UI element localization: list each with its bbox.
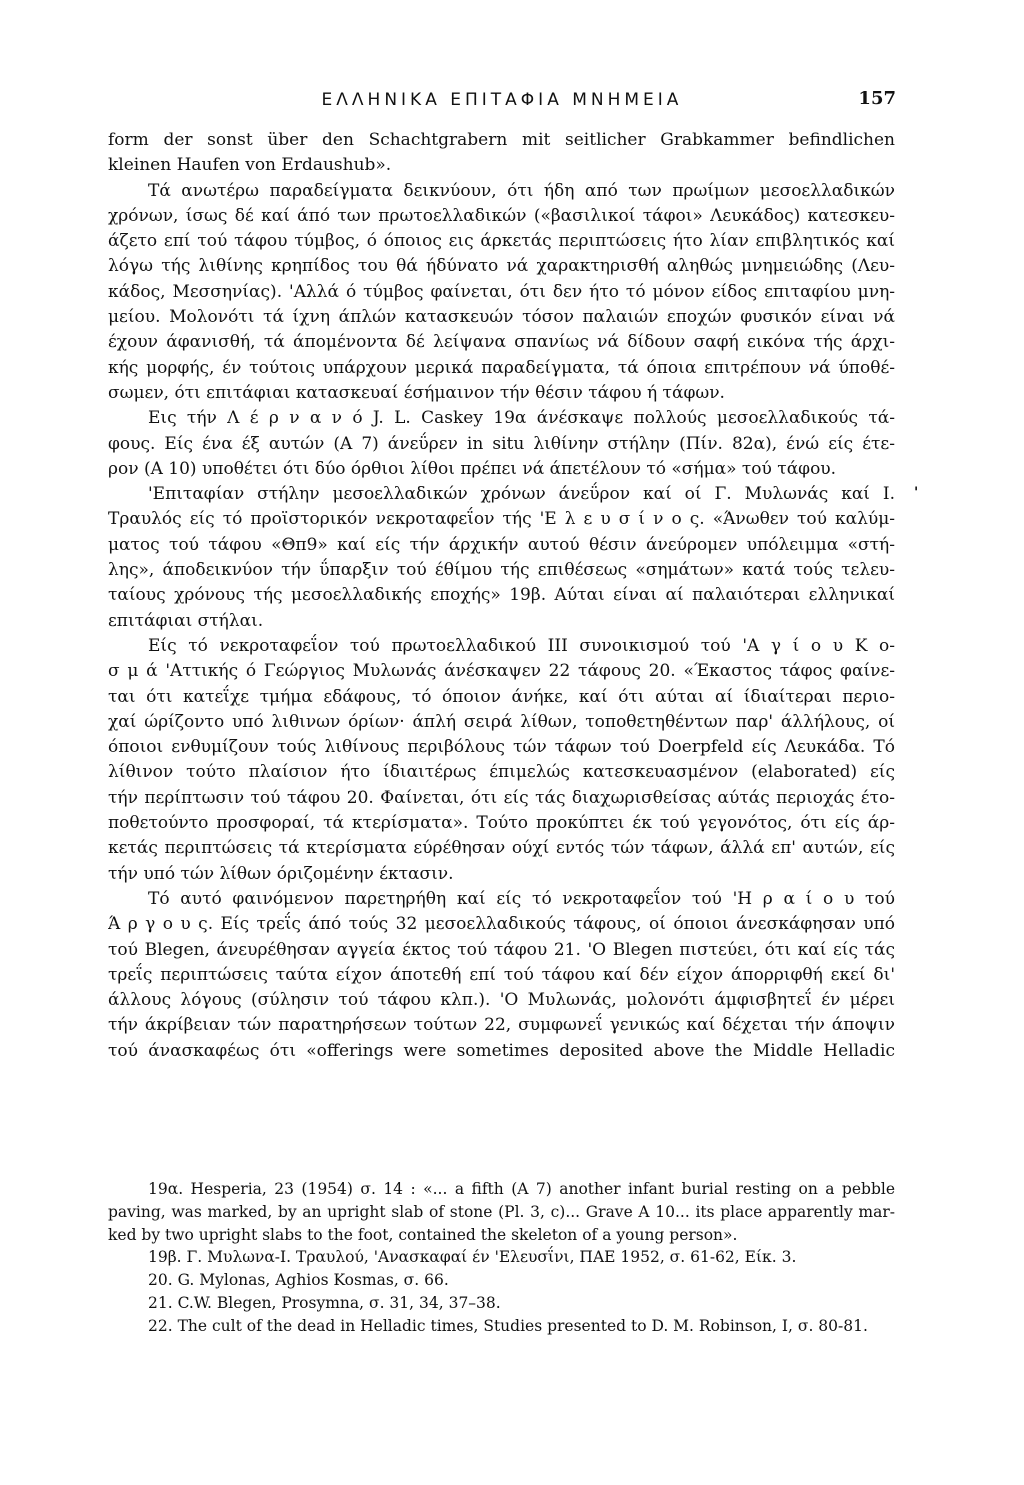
body-line: ται ότι κατεΐχε τμήμα εδάφους, τό όποιον άνήκε, καί ότι αύται αί ίδιαίτεραι περιο- [108, 686, 895, 707]
body-line: Τά ανωτέρω παραδείγματα δεικνύουν, ότι ήδη από των πρωίμων μεσοελλαδικών [148, 180, 895, 201]
body-line: ταίους χρόνους τής μεσοελλαδικής εποχής» 19β. Αύται είναι αί παλαιότεραι ελληνικαί [108, 585, 895, 606]
running-title: ΕΛΛΗΝΙΚΑ ΕΠΙΤΑΦΙΑ ΜΝΗΜΕΙΑ [321, 90, 683, 110]
body-line: χαί ώρίζοντο υπό λιθινων όρίων· άπλή σειρά λίθων, τοποθετηθέντων παρ' άλλήλους, οί [108, 711, 895, 732]
body-line: τού άνασκαφέως ότι «offerings were sometimes deposited above the Middle Helladic [108, 1040, 895, 1061]
body-line: άζετο επί τού τάφου τύμβος, ό όποιος εις άρκετάς περιπτώσεις ήτο λίαν επιβλητικός καί [108, 231, 895, 252]
body-line: φους. Είς ένα έξ αυτών (Α 7) άνεΰρεν in situ λιθίνην στήλην (Πίν. 82α), ένώ είς έτε- [108, 433, 895, 454]
page-number: 157 [858, 88, 896, 109]
body-line: έχουν άφανισθή, τά άπομένοντα δέ λείψανα σπανίως νά δίδουν σαφή εικόνα τής άρχι- [108, 332, 895, 353]
footnote-line: 19α. Hesperia, 23 (1954) σ. 14 : «... a fifth (A 7) another infant burial resting on a pebble [148, 1180, 895, 1198]
body-line: form der sonst über den Schachtgrabern mit seitlicher Grabkammer befindlichen [108, 130, 895, 150]
page-header [108, 88, 896, 118]
body-line: κάδος, Μεσσηνίας). 'Αλλά ό τύμβος φαίνεται, ότι δεν ήτο τό μόνον είδος επιταφίου μνη- [108, 281, 895, 302]
body-line: λης», άποδεικνύον τήν ΰπαρξιν τού έθίμου τής επιθέσεως «σημάτων» κατά τούς τελευ- [108, 560, 895, 581]
body-line: ρον (Α 10) υποθέτει ότι δύο όρθιοι λίθοι πρέπει νά άπετέλουν τό «σήμα» τού τάφου. [108, 458, 837, 479]
body-line: μείου. Μολονότι τά ίχνη άπλών κατασκευών τόσον παλαιών εποχών φυσικόν είναι νά [108, 307, 895, 328]
footnote-line: 19β. Γ. Μυλωνα-Ι. Τραυλού, 'Ανασκαφαί έν 'Ελευσΐνι, ΠΑΕ 1952, σ. 61-62, Είκ. 3. [148, 1248, 797, 1267]
body-line: Είς τό νεκροταφεΐον τού πρωτοελλαδικού III συνοικισμού τού 'Α γ ί ο υ Κ ο- [148, 635, 895, 656]
body-line: kleinen Haufen von Erdaushub». [108, 155, 392, 176]
body-line: τρεΐς περιπτώσεις ταύτα είχον άποτεθή επί τού τάφου καί δέν είχον άπορριφθή εκεί δι' [108, 964, 895, 985]
body-line: τού Blegen, άνευρέθησαν αγγεία έκτος τού τάφου 21. 'Ο Blegen πιστεύει, ότι καί είς τάς [108, 939, 895, 960]
body-line: επιτάφιαι στήλαι. [108, 610, 264, 631]
body-line: ποθετούντο προσφοραί, τά κτερίσματα». Τούτο προκύπτει έκ τού γεγονότος, ότι είς άρ- [108, 813, 895, 834]
body-line: όποιοι ενθυμίζουν τούς λιθίνους περιβόλους τών τάφων τού Doerpfeld είς Λευκάδα. Τό [108, 737, 895, 758]
body-line: λόγω τής λιθίνης κρηπίδος του θά ήδύνατο νά χαρακτηρισθή αληθώς μνημειώδης (Λευ- [108, 256, 895, 277]
footnote-line: ked by two upright slabs to the foot, contained the skeleton of a young person». [108, 1225, 738, 1244]
body-line: σωμεν, ότι επιτάφιαι κατασκευαί έσήμαινον τήν θέσιν τάφου ή τάφων. [108, 382, 725, 403]
body-line: άλλους λόγους (σύλησιν τού τάφου κλπ.). 'Ο Μυλωνάς, μολονότι άμφισβητεΐ έν μέρει [108, 990, 895, 1011]
body-line: Τό αυτό φαινόμενον παρετηρήθη καί είς τό νεκροταφεΐον τού 'Η ρ α ί ο υ τού [148, 888, 895, 909]
body-line: τήν περίπτωσιν τού τάφου 20. Φαίνεται, ότι είς τάς διαχωρισθείσας αύτάς περιοχάς έτο- [108, 787, 895, 808]
body-line: ματος τού τάφου «Θπ9» καί είς τήν άρχικήν αυτού θέσιν άνεύρομεν υπόλειμμα «στή- [108, 534, 895, 555]
body-line: Τραυλός είς τό προϊστορικόν νεκροταφεΐον τής 'Ε λ ε υ σ ί ν ο ς. «Άνωθεν τού καλύμ- [108, 509, 895, 530]
body-line: σ μ ά 'Αττικής ό Γεώργιος Μυλωνάς άνέσκαψεν 22 τάφους 20. «Έκαστος τάφος φαίνε- [108, 661, 895, 682]
footnote-line: 21. C.W. Blegen, Prosymna, σ. 31, 34, 37–38. [148, 1293, 501, 1312]
body-line: λίθινον τούτο πλαίσιον ήτο ίδιαιτέρως έπιμελώς κατεσκευασμένον (elaborated) είς [108, 762, 895, 783]
body-line: Εις τήν Λ έ ρ ν α ν ό J. L. Caskey 19α άνέσκαψε πολλούς μεσοελλαδικούς τά- [148, 408, 895, 429]
footnote-line: paving, was marked, by an upright slab of stone (Pl. 3, c)... Grave A 10... its place apparently mar- [108, 1202, 895, 1221]
body-line: 'Επιταφίαν στήλην μεσοελλαδικών χρόνων άνεΰρον καί οί Γ. Μυλωνάς καί I. [148, 484, 895, 505]
body-line: κής μορφής, έν τούτοις υπάρχουν μερικά παραδείγματα, τά όποια επιτρέπουν νά ύποθέ- [108, 357, 895, 378]
margin-mark: ' [914, 485, 919, 501]
footnote-line: 22. The cult of the dead in Helladic times, Studies presented to D. M. Robinson, I, σ. 80-81. [148, 1316, 868, 1335]
body-line: κετάς περιπτώσεις τά κτερίσματα εύρέθησαν ούχί εντός τών τάφων, άλλά επ' αυτών, είς [108, 838, 895, 859]
body-line: Ά ρ γ ο υ ς. Είς τρεΐς άπό τούς 32 μεσοελλαδικούς τάφους, οί όποιοι άνεσκάφησαν υπό [108, 914, 895, 935]
body-text [108, 128, 895, 1064]
body-line: χρόνων, ίσως δέ καί άπό των πρωτοελλαδικών («βασιλικοί τάφοι» Λευκάδος) κατεσκευ- [108, 205, 895, 226]
footnote-line: 20. G. Mylonas, Aghios Kosmas, σ. 66. [148, 1271, 449, 1290]
body-line: τήν άκρίβειαν τών παρατηρήσεων τούτων 22, συμφωνεΐ γενικώς καί δέχεται τήν άποψιν [108, 1015, 895, 1036]
footnotes [108, 1178, 895, 1338]
body-line: τήν υπό τών λίθων όριζομένην έκτασιν. [108, 863, 454, 884]
